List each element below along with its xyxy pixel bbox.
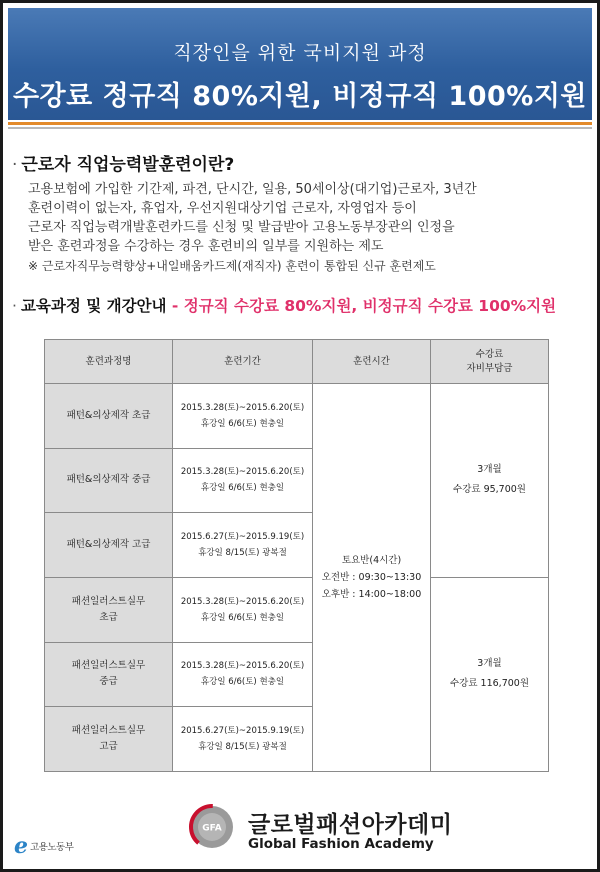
header-fee-line1: 수강료 [475,348,504,360]
header-time: 훈련시간 [313,340,431,384]
course-name-line: 초급 [99,611,118,623]
course-name [45,513,173,578]
body-line: 고용보험에 가입한 기간제, 파견, 단시간, 일용, 50세이상(대기업)근로자, 3년간 [28,182,477,197]
time-line: 오후반 : 14:00~18:00 [321,589,422,600]
ministry-of-labor-logo [14,835,73,857]
course-name-line: 고급 [99,741,118,753]
header-subtitle: 직장인을 위한 국비지원 과정 [173,42,427,64]
course-name [45,642,173,707]
course-name-line: 패션일러스트실무 [71,595,146,607]
course-name-line: 중급 [99,676,118,688]
header-fee [431,340,549,384]
table-row [45,384,549,449]
gfa-logo-icon [188,803,236,851]
course-period [173,707,313,772]
section2-heading [12,294,556,316]
period-dates: 2015.3.28(토)~2015.6.20(토) [180,467,305,478]
table-row [45,577,549,642]
header-title: 수강료 정규직 80%지원, 비정규직 100%지원 [12,81,588,112]
period-holiday: 휴강일 6/6(토) 현충일 [200,418,285,429]
header-course: 훈련과정명 [45,340,173,384]
header-divider-orange [8,122,592,125]
header-divider-gray [8,127,592,129]
section1-title: 근로자 직업능력발훈련이란? [21,155,235,175]
time-line: 토요반(4시간) [341,555,402,566]
course-name-line: 패턴&의상제작 초급 [66,409,151,421]
fee-cell [431,577,549,771]
period-holiday: 휴강일 8/15(토) 광복절 [198,742,287,753]
section1-heading [12,150,234,175]
time-line: 오전반 : 09:30~13:30 [321,572,422,583]
period-dates: 2015.6.27(토)~2015.9.19(토) [180,726,305,737]
period-dates: 2015.3.28(토)~2015.6.20(토) [180,596,305,607]
period-holiday: 휴강일 6/6(토) 현충일 [200,677,285,688]
course-table [44,339,549,772]
course-name [45,577,173,642]
period-holiday: 휴강일 8/15(토) 광복절 [198,548,287,559]
course-period [173,642,313,707]
course-name [45,707,173,772]
section1-body [28,180,588,256]
period-dates: 2015.3.28(토)~2015.6.20(토) [180,402,305,413]
section2-title: 교육과정 및 개강안내 [20,297,167,315]
period-dates: 2015.3.28(토)~2015.6.20(토) [180,661,305,672]
course-period [173,384,313,449]
header-period: 훈련기간 [173,340,313,384]
course-period [173,577,313,642]
section2-highlight: 정규직 수강료 80%지원, 비정규직 수강료 100%지원 [183,297,557,315]
course-name-line: 패션일러스트실무 [71,660,146,672]
section2-separator: - [166,297,184,315]
course-period [173,448,313,513]
table-header-row [45,340,549,384]
period-holiday: 휴강일 6/6(토) 현충일 [200,483,285,494]
course-name [45,448,173,513]
fee-duration: 3개월 [477,464,502,476]
period-dates: 2015.6.27(토)~2015.9.19(토) [180,532,305,543]
course-name-line: 패션일러스트실무 [71,725,146,737]
bullet-dot: · [12,155,18,175]
header-banner [8,8,592,120]
bullet-dot: · [12,297,17,315]
ministry-name: 고용노동부 [30,842,74,853]
fee-amount: 수강료 116,700원 [449,678,529,690]
section1-note: ※ 근로자직무능력향상+내일배움카드제(재직자) 훈련이 통합된 신규 훈련제도 [28,259,436,273]
course-name-line: 패턴&의상제작 고급 [66,539,151,551]
training-time [313,384,431,772]
course-name-line: 패턴&의상제작 중급 [66,474,151,486]
course-name [45,384,173,449]
academy-name-korean: 글로벌패션아카데미 [248,812,453,838]
course-period [173,513,313,578]
academy-name-english: Global Fashion Academy [248,836,434,852]
fee-cell [431,384,549,578]
header-fee-line2: 자비부담금 [466,362,513,374]
fee-amount: 수강료 95,700원 [453,484,526,496]
body-line: 훈련이력이 없는자, 휴업자, 우선지원대상기업 근로자, 자영업자 등이 [28,201,417,216]
body-line: 받은 훈련과정을 수강하는 경우 훈련비의 일부를 지원하는 제도 [28,239,384,254]
period-holiday: 휴강일 6/6(토) 현충일 [200,612,285,623]
gfa-mark-text: GFA [202,823,222,834]
ministry-e-icon: e [14,833,28,859]
fee-duration: 3개월 [477,658,502,670]
body-line: 근로자 직업능력개발훈련카드를 신청 및 발급받아 고용노동부장관의 인정을 [28,220,455,235]
